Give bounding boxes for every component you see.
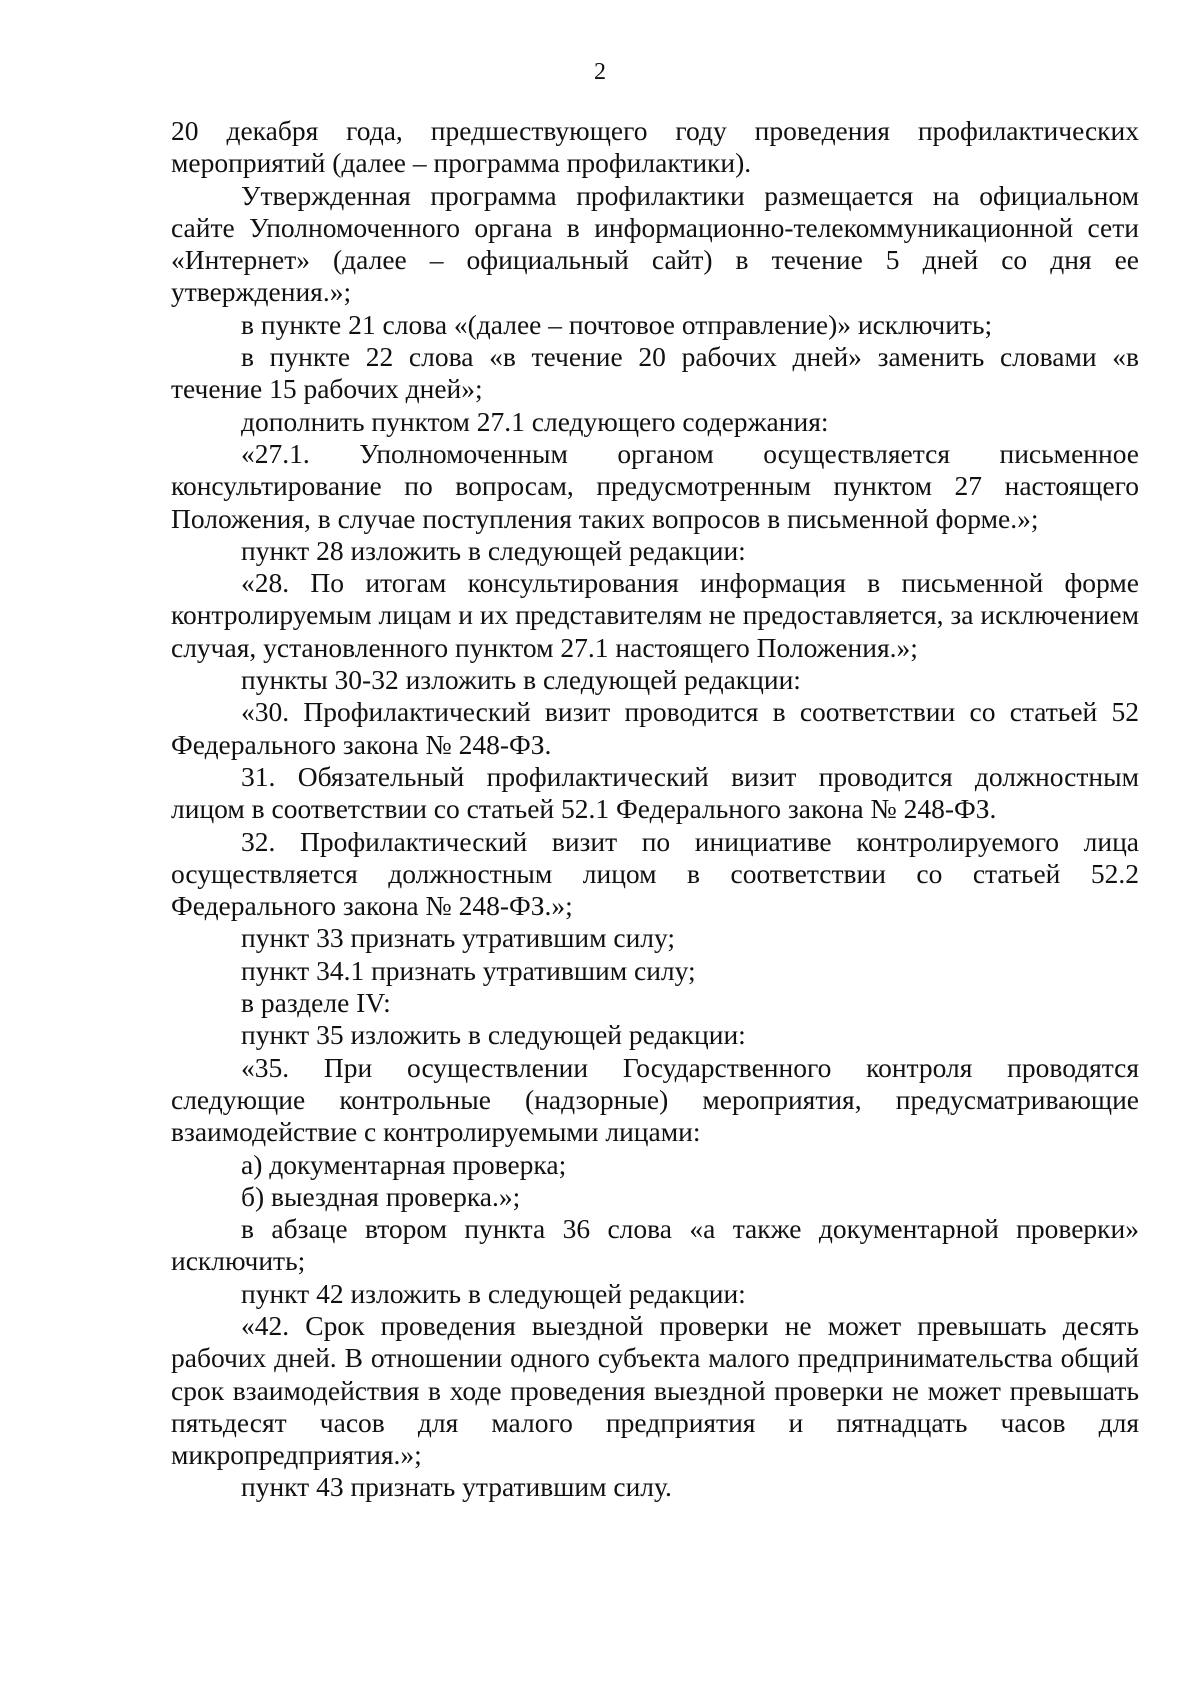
paragraph: в пункте 22 слова «в течение 20 рабочих дней» заменить словами «в течение 15 рабочих дней»; xyxy=(171,341,1139,405)
paragraph: «28. По итогам консультирования информация в письменной форме контролируемым лицам и их представителям не предоставляется, за исключением случая, установленного пунктом 27.1 настоящего Положения.»; xyxy=(171,567,1139,663)
paragraph: 20 декабря года, предшествующего году проведения профилактических мероприятий (далее – программа профилактики). xyxy=(171,115,1139,179)
paragraph: «42. Срок проведения выездной проверки не может превышать десять рабочих дней. В отношении одного субъекта малого предпринимательства общий срок взаимодействия в ходе проведения выездной проверки не может превышать пятьдесят часов для малого предприятия и пятнадцать часов для микропредприятия.»; xyxy=(171,1309,1139,1471)
paragraph: 32. Профилактический визит по инициативе контролируемого лица осуществляется должностным лицом в соответствии со статьей 52.2 Федерального закона № 248-ФЗ.»; xyxy=(171,825,1139,922)
paragraph: в разделе IV: xyxy=(241,987,391,1019)
paragraph: пункт 42 изложить в следующей редакции: xyxy=(241,1277,746,1309)
paragraph: в абзаце втором пункта 36 слова «а также документарной проверки» исключить; xyxy=(171,1213,1139,1277)
page-number: 2 xyxy=(594,59,606,85)
paragraph: в пункте 21 слова «(далее – почтовое отправление)» исключить; xyxy=(241,308,993,340)
paragraph: дополнить пунктом 27.1 следующего содержания: xyxy=(241,405,829,437)
paragraph: пункт 33 признать утратившим силу; xyxy=(241,922,676,954)
paragraph: пункт 35 изложить в следующей редакции: xyxy=(241,1019,746,1051)
paragraph: «35. При осуществлении Государственного контроля проводятся следующие контрольные (надзорные) мероприятия, предусматривающие взаимодействие с контролируемыми лицами: xyxy=(171,1051,1139,1148)
paragraph: пункт 43 признать утратившим силу. xyxy=(241,1471,672,1503)
paragraph: 31. Обязательный профилактический визит проводится должностным лицом в соответствии со статьей 52.1 Федерального закона № 248-ФЗ. xyxy=(171,760,1139,825)
paragraph: «30. Профилактический визит проводится в соответствии со статьей 52 Федерального закона № 248-ФЗ. xyxy=(171,696,1139,760)
document-body xyxy=(171,115,1139,1504)
paragraph: Утвержденная программа профилактики размещается на официальном сайте Уполномоченного органа в информационно-телекоммуникационной сети «Интернет» (далее – официальный сайт) в течение 5 дней со дня ее утверждения.»; xyxy=(171,179,1139,308)
paragraph: пункт 34.1 признать утратившим силу; xyxy=(241,954,696,986)
paragraph: б) выездная проверка.»; xyxy=(241,1180,521,1212)
paragraph: пункты 30-32 изложить в следующей редакции: xyxy=(241,664,801,696)
paragraph: а) документарная проверка; xyxy=(241,1148,567,1180)
paragraph: «27.1. Уполномоченным органом осуществляется письменное консультирование по вопросам, предусмотренным пунктом 27 настоящего Положения, в случае поступления таких вопросов в письменной форме.»; xyxy=(171,437,1139,534)
paragraph: пункт 28 изложить в следующей редакции: xyxy=(241,534,746,566)
